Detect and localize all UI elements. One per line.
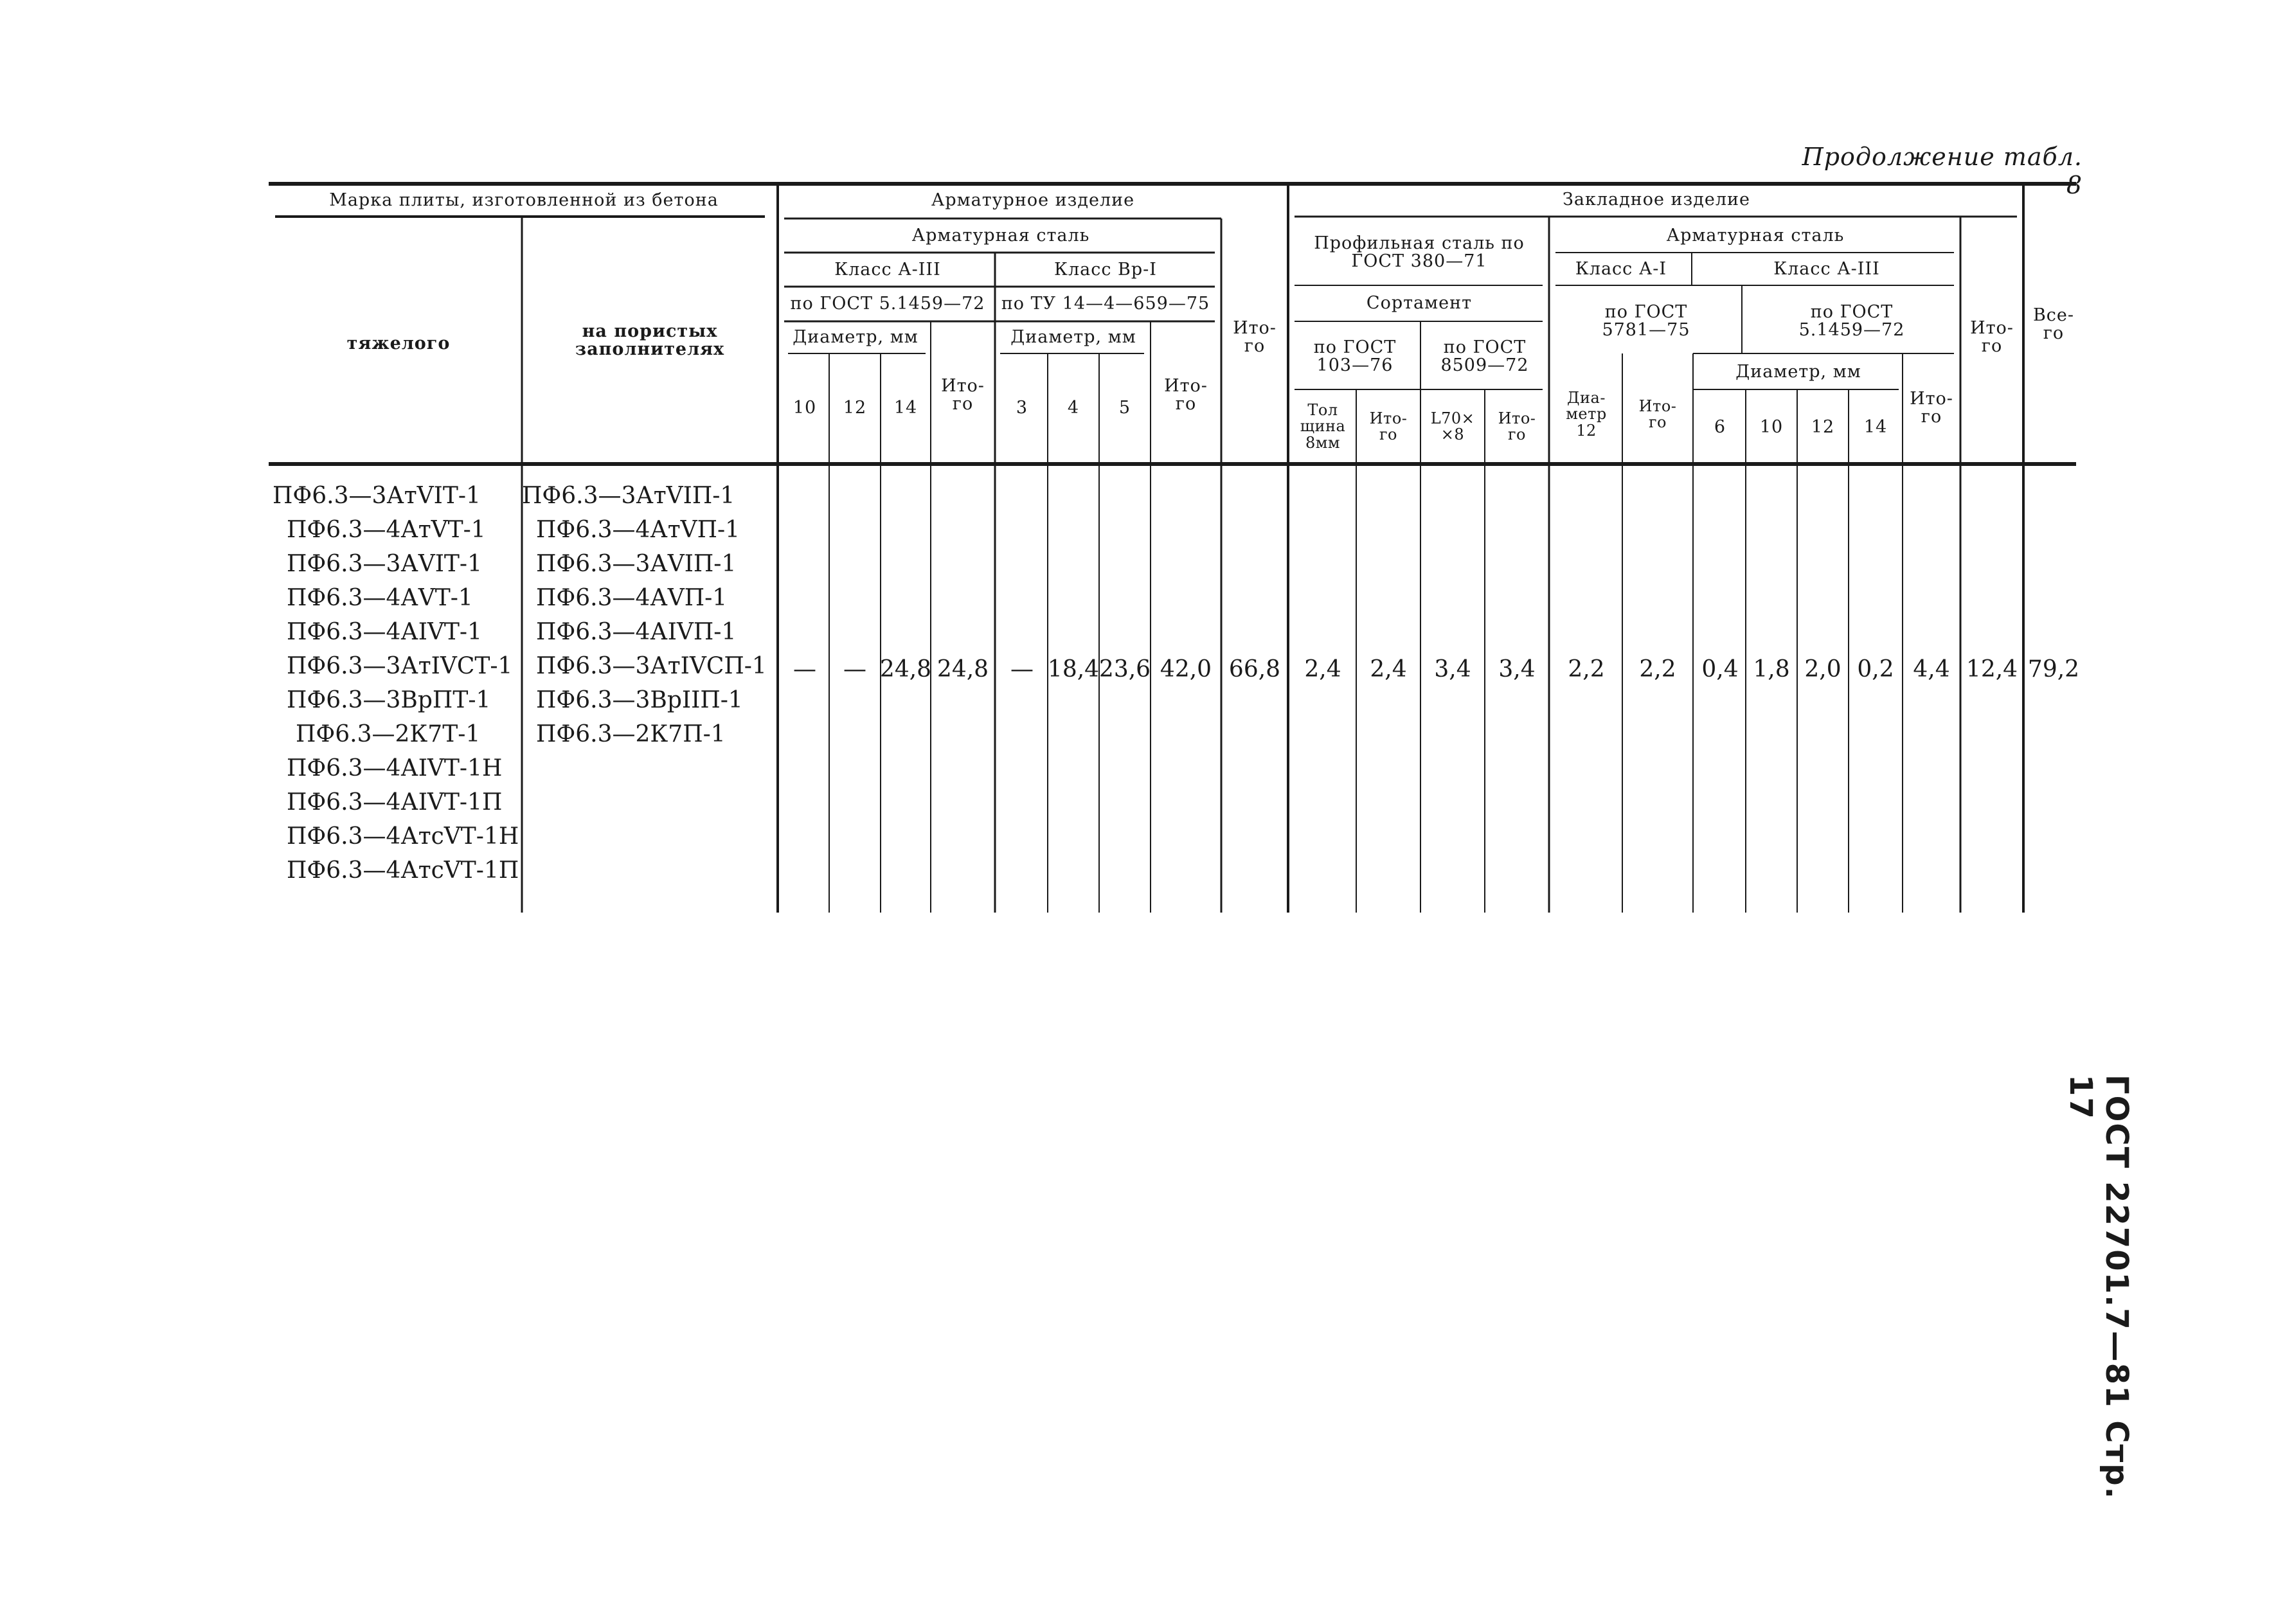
value-itogo-g: 4,4	[1913, 656, 1950, 683]
porous-mark-6: ПФ6.3—3АтIVСП-1	[536, 653, 767, 680]
value-itogo-e: 3,4	[1498, 656, 1536, 683]
porous-mark-7: ПФ6.3—3ВрIIП-1	[536, 687, 743, 714]
header-itogo-h: Ито- го	[1970, 317, 2014, 356]
header-class-a3-2: Класс А-III	[1773, 258, 1880, 279]
value-d5: 23,6	[1098, 656, 1151, 683]
value-diametr-12: 2,2	[1568, 656, 1605, 683]
table-continuation-caption: Продолжение табл. 8	[1802, 143, 2083, 199]
heavy-mark-9: ПФ6.3—4АIVТ-1Н	[287, 755, 503, 782]
heavy-mark-8: ПФ6.3—2К7Т-1	[296, 721, 481, 748]
header-gost-5-1459-2: по ГОСТ 5.1459—72	[1798, 301, 1905, 340]
value-itogo-h: 12,4	[1966, 656, 2018, 683]
heavy-mark-5: ПФ6.3—4АIVТ-1	[287, 619, 482, 646]
header-diametr-12: Диа- метр 12	[1566, 389, 1607, 440]
header-tolshchina: Тол щина 8мм	[1300, 401, 1346, 452]
header-e6: 6	[1714, 416, 1726, 437]
heavy-mark-6: ПФ6.3—3АтIVСТ-1	[287, 653, 513, 680]
header-d14: 14	[893, 397, 918, 418]
header-d4: 4	[1067, 397, 1080, 418]
header-arm-steel-1: Арматурная сталь	[911, 225, 1090, 245]
header-e14: 14	[1863, 416, 1888, 437]
header-profil: Профильная сталь по ГОСТ 380—71	[1314, 233, 1525, 271]
value-itogo-d: 2,4	[1370, 656, 1407, 683]
header-itogo-g: Ито- го	[1910, 388, 1953, 427]
header-e12: 12	[1811, 416, 1835, 437]
value-d14: 24,8	[879, 656, 932, 683]
heavy-mark-4: ПФ6.3—4АVТ-1	[287, 585, 473, 612]
value-tolshchina: 2,4	[1304, 656, 1341, 683]
header-gost-103: по ГОСТ 103—76	[1313, 337, 1397, 375]
porous-mark-3: ПФ6.3—3АVIП-1	[536, 551, 737, 578]
value-d12: —	[843, 656, 866, 683]
side-document-label: ГОСТ 22701.7—81 Стр. 17	[2063, 1075, 2135, 1500]
value-d10: —	[793, 656, 816, 683]
header-zakladnoe: Закладное изделие	[1563, 189, 1750, 210]
header-d12: 12	[843, 397, 867, 418]
header-itogo-a: Ито- го	[941, 375, 985, 414]
header-itogo-f: Ито- го	[1638, 397, 1677, 431]
heavy-mark-11: ПФ6.3—4АтсVТ-1Н	[287, 823, 519, 850]
value-e10: 1,8	[1753, 656, 1790, 683]
header-arm-steel-2: Арматурная сталь	[1666, 225, 1845, 245]
porous-mark-4: ПФ6.3—4АVП-1	[536, 585, 728, 612]
header-vsego: Все- го	[2032, 305, 2075, 343]
header-gost-5-1459-1: по ГОСТ 5.1459—72	[790, 293, 985, 314]
header-tu-14-4: по ТУ 14—4—659—75	[1001, 293, 1210, 314]
value-itogo-f: 2,2	[1639, 656, 1676, 683]
heavy-mark-3: ПФ6.3—3АVIТ-1	[287, 551, 482, 578]
header-gost-5781: по ГОСТ 5781—75	[1602, 301, 1690, 340]
value-l70: 3,4	[1434, 656, 1471, 683]
value-e14: 0,2	[1857, 656, 1894, 683]
header-e10: 10	[1759, 416, 1784, 437]
heavy-mark-10: ПФ6.3—4АIVТ-1П	[287, 789, 503, 816]
header-sortament: Сортамент	[1366, 292, 1473, 313]
value-e12: 2,0	[1804, 656, 1841, 683]
header-porous: на пористых заполнителях	[575, 321, 725, 359]
value-itogo-b: 42,0	[1160, 656, 1212, 683]
header-class-a1: Класс А-I	[1575, 258, 1667, 279]
header-l70: L70× ×8	[1430, 409, 1475, 443]
value-itogo-c: 66,8	[1228, 656, 1281, 683]
header-class-a3-1: Класс А-III	[834, 259, 941, 280]
header-mark: Марка плиты, изготовленной из бетона	[329, 190, 719, 210]
porous-mark-1: ПФ6.3—3АтVIП-1	[522, 483, 735, 510]
header-diam-2: Диаметр, мм	[1010, 326, 1136, 347]
header-itogo-b: Ито- го	[1164, 375, 1208, 414]
header-diam-1: Диаметр, мм	[793, 326, 918, 347]
header-itogo-e: Ито- го	[1498, 409, 1536, 443]
header-heavy: тяжелого	[346, 333, 451, 353]
heavy-mark-2: ПФ6.3—4АтVТ-1	[287, 517, 486, 544]
header-d5: 5	[1118, 397, 1131, 418]
header-itogo-d: Ито- го	[1369, 409, 1408, 443]
heavy-mark-7: ПФ6.3—3ВрПТ-1	[287, 687, 491, 714]
value-itogo-a: 24,8	[936, 656, 989, 683]
value-d4: 18,4	[1047, 656, 1100, 683]
value-e6: 0,4	[1701, 656, 1739, 683]
header-d10: 10	[793, 397, 817, 418]
porous-mark-2: ПФ6.3—4АтVП-1	[536, 517, 740, 544]
header-gost-8509: по ГОСТ 8509—72	[1440, 337, 1529, 375]
heavy-mark-12: ПФ6.3—4АтсVТ-1П	[287, 857, 519, 884]
value-vsego: 79,2	[2027, 656, 2080, 683]
header-class-vr1: Класс Вр-I	[1054, 259, 1157, 280]
header-arm-izdelie: Арматурное изделие	[931, 190, 1135, 210]
header-diam-3: Диаметр, мм	[1735, 361, 1861, 382]
header-d3: 3	[1016, 397, 1028, 418]
value-d3: —	[1010, 656, 1034, 683]
porous-mark-5: ПФ6.3—4АIVП-1	[536, 619, 737, 646]
porous-mark-8: ПФ6.3—2К7П-1	[536, 721, 726, 748]
header-itogo-c: Ито- го	[1233, 317, 1277, 356]
heavy-mark-1: ПФ6.3—3АтVIТ-1	[273, 483, 481, 510]
